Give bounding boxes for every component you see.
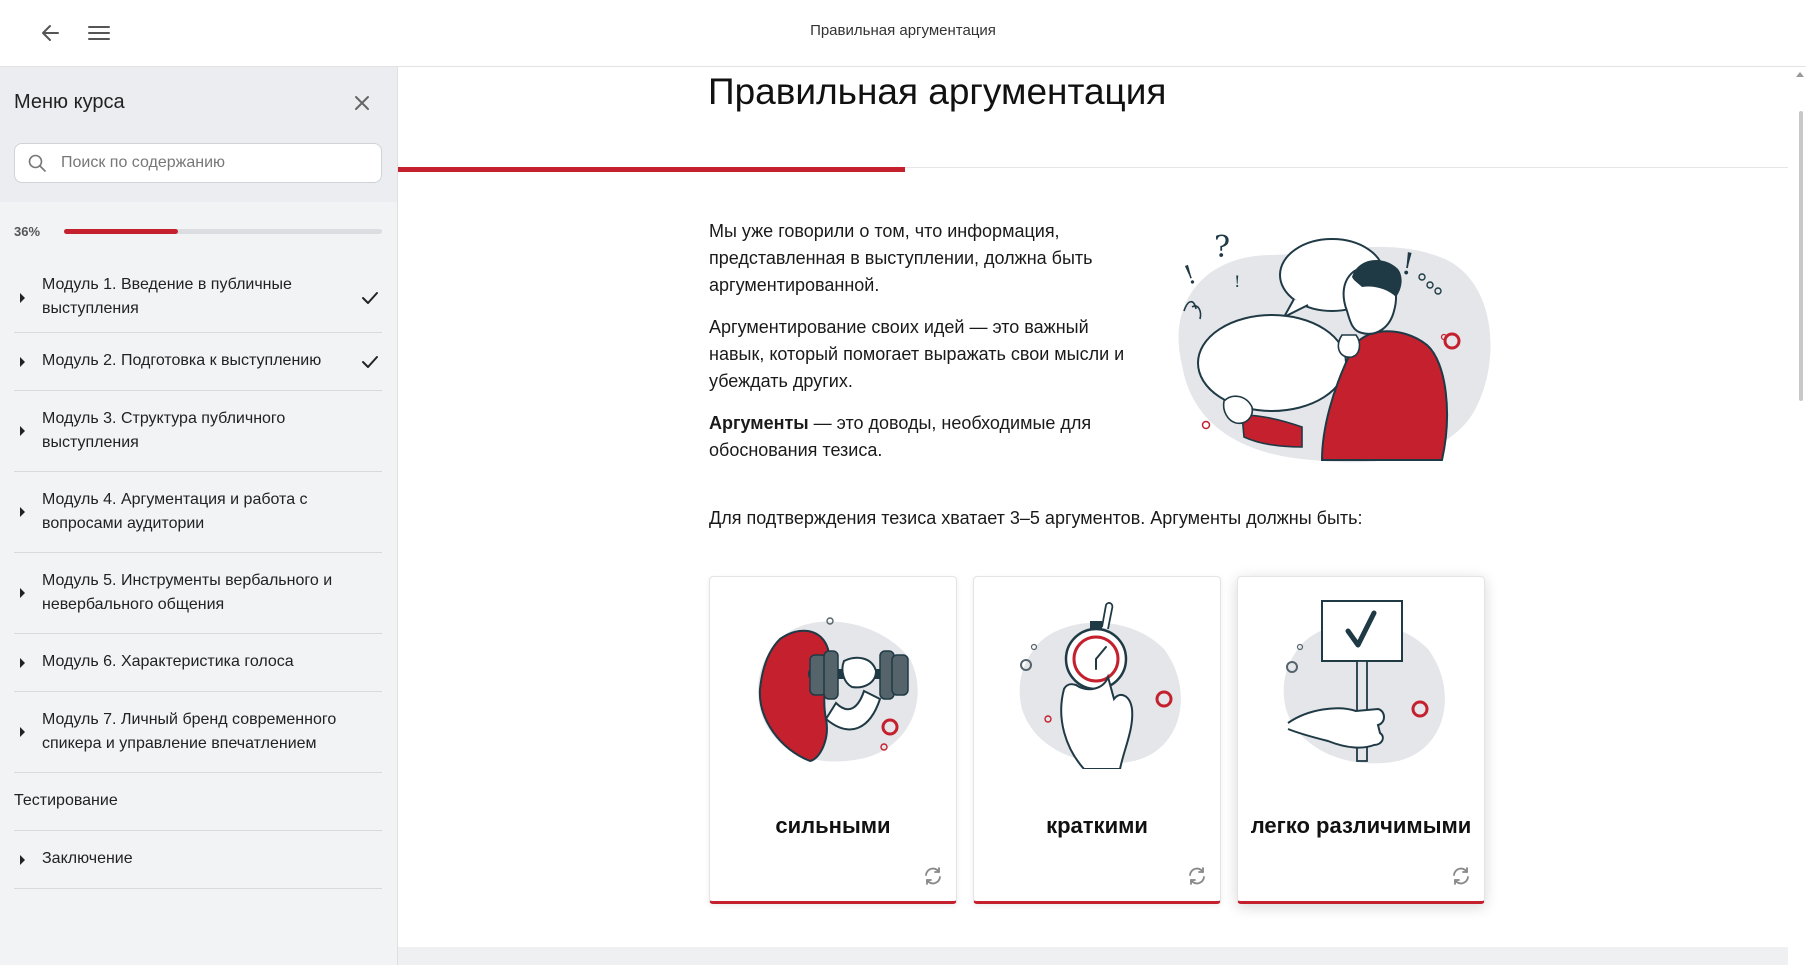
sidebar-item-module-6[interactable]: [14, 634, 382, 692]
module-list: [14, 263, 382, 889]
lesson-content: [398, 67, 1788, 965]
sidebar-item-label: Модуль 2. Подготовка к выступлению: [42, 352, 322, 369]
checkmark-icon: [360, 352, 380, 372]
sidebar-title: Меню курса: [14, 91, 125, 113]
sidebar-item-module-7[interactable]: [14, 692, 382, 773]
sidebar-item-module-2[interactable]: [14, 333, 382, 391]
caret-right-icon: [20, 357, 25, 367]
sidebar-item-label: Модуль 3. Структура публичного выступления: [42, 410, 286, 451]
flip-card-icon: [922, 865, 944, 887]
sidebar-item-conclusion[interactable]: [14, 831, 382, 889]
header-title: Правильная аргументация: [810, 22, 996, 39]
caret-right-icon: [20, 588, 25, 598]
sidebar-item-label: Модуль 6. Характеристика голоса: [42, 653, 294, 670]
course-progress: [14, 221, 382, 243]
flip-card-strong[interactable]: [709, 576, 957, 904]
card-label: краткими: [1046, 812, 1148, 838]
sidebar-item-label: Модуль 7. Личный бренд современного спикера и управление впечатлением: [42, 711, 337, 752]
paragraph-1: Мы уже говорили о том, что информация, представленная в выступлении, должна быть аргументированной.: [709, 221, 1093, 295]
sidebar-item-module-1[interactable]: [14, 263, 382, 333]
lesson-title: Правильная аргументация: [708, 71, 1167, 112]
lesson-progress-bar: [398, 167, 905, 172]
caret-right-icon: [20, 727, 25, 737]
thinking-person-illustration: [1162, 215, 1492, 465]
sidebar-item-label: Тестирование: [14, 792, 118, 809]
sidebar-header: [0, 67, 397, 202]
sidebar-item-module-4[interactable]: [14, 472, 382, 553]
svg-text:!: !: [1398, 246, 1417, 283]
progress-percent: 36%: [14, 224, 41, 239]
course-menu-sidebar: [0, 67, 398, 965]
lead-text: Для подтверждения тезиса хватает 3–5 аргументов. Аргументы должны быть:: [709, 508, 1363, 528]
sidebar-item-module-5[interactable]: [14, 553, 382, 634]
search-box: [14, 143, 382, 183]
page-scrollbar[interactable]: [1788, 67, 1806, 965]
progress-fill: [64, 229, 178, 234]
caret-right-icon: [20, 293, 25, 303]
stopwatch-illustration: [1004, 599, 1190, 769]
term-arguments: Аргументы: [709, 413, 809, 433]
sidebar-item-label: Модуль 4. Аргументация и работа с вопросами аудитории: [42, 491, 308, 532]
search-input[interactable]: [61, 144, 361, 182]
flip-card-icon: [1450, 865, 1472, 887]
paragraph-2: Аргументирование своих идей — это важный навык, который помогает выражать свои мысли и убеждать других.: [709, 317, 1125, 391]
sidebar-item-module-3[interactable]: [14, 391, 382, 472]
flip-card-icon: [1186, 865, 1208, 887]
paragraph-3: [709, 410, 1139, 464]
scroll-up-arrow-icon[interactable]: [1796, 72, 1804, 77]
sidebar-item-label: Модуль 5. Инструменты вербального и невербального общения: [42, 572, 333, 613]
next-section-strip: [398, 947, 1788, 965]
flip-card-distinct[interactable]: [1237, 576, 1485, 904]
svg-text:!: !: [1180, 259, 1201, 292]
caret-right-icon: [20, 658, 25, 668]
scrollbar-thumb[interactable]: [1799, 111, 1803, 401]
sidebar-item-label: Заключение: [42, 850, 133, 867]
sidebar-item-testing[interactable]: [14, 773, 382, 831]
search-icon: [27, 153, 47, 173]
card-label: сильными: [775, 812, 891, 838]
svg-text:?: ?: [1214, 230, 1231, 265]
paragraph-3-rest: — это доводы, необходимые для обоснования тезиса.: [709, 413, 1092, 460]
caret-right-icon: [20, 426, 25, 436]
intro-text: [709, 218, 1139, 479]
checkmark-sign-illustration: [1268, 599, 1454, 769]
progress-track: [64, 229, 382, 234]
flip-card-brief[interactable]: [973, 576, 1221, 904]
checkmark-icon: [360, 288, 380, 308]
svg-text:!: !: [1234, 272, 1241, 291]
dumbbell-illustration: [740, 599, 926, 769]
sidebar-item-label: Модуль 1. Введение в публичные выступления: [42, 276, 292, 317]
close-icon[interactable]: [350, 91, 374, 115]
card-label: легко различимыми: [1250, 812, 1472, 838]
caret-right-icon: [20, 855, 25, 865]
top-bar: [0, 0, 1806, 67]
caret-right-icon: [20, 507, 25, 517]
